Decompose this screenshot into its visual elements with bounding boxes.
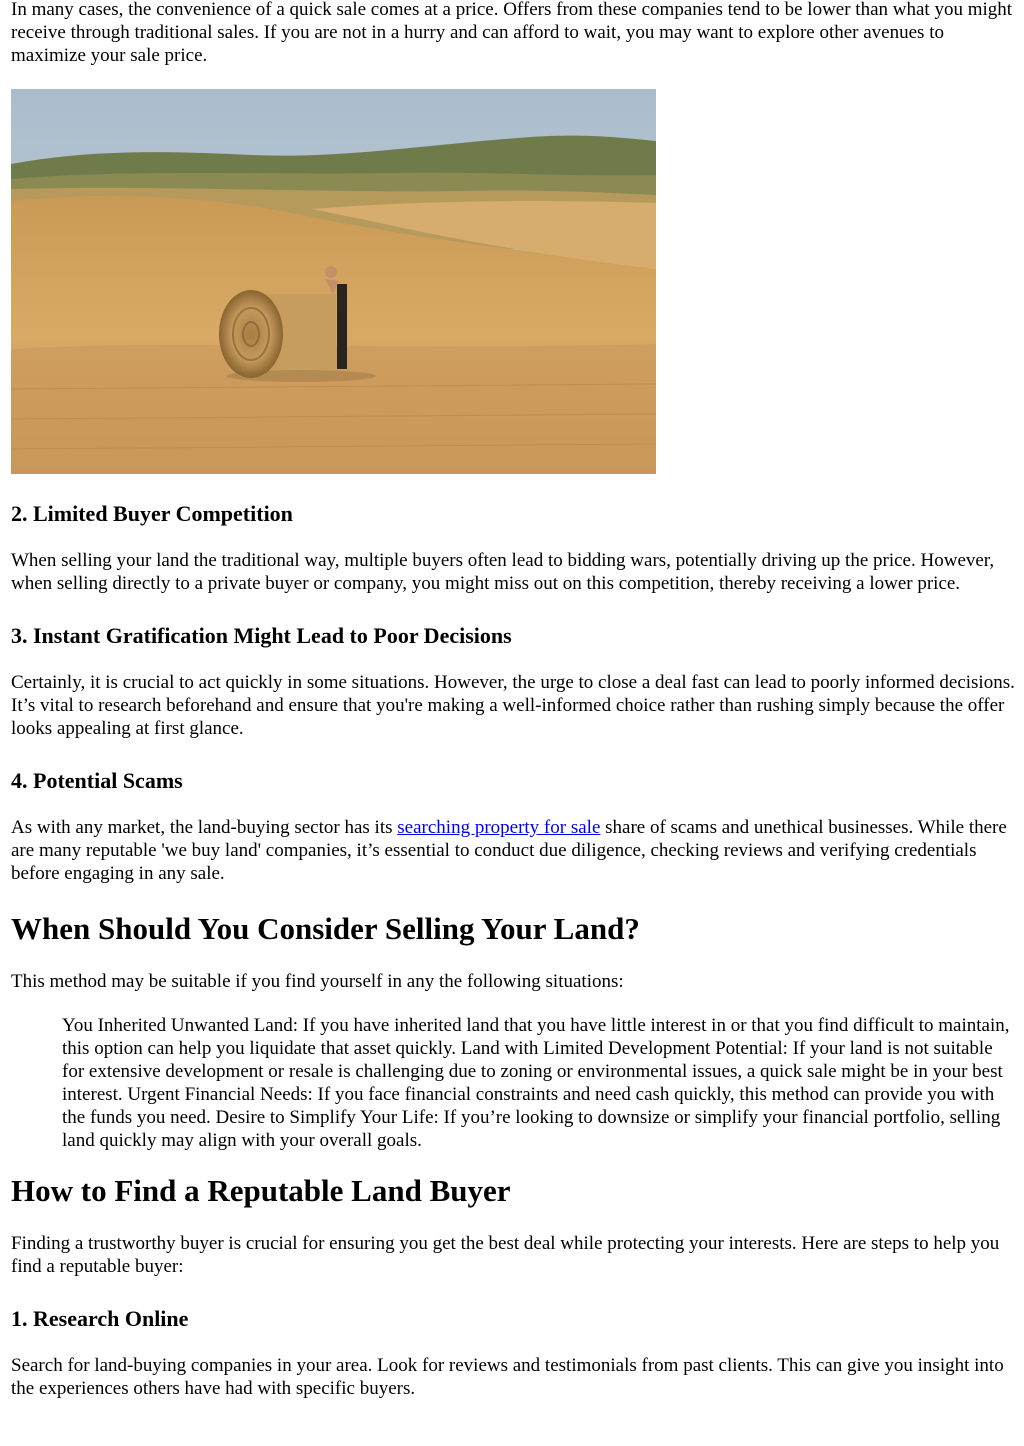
searching-property-link[interactable]: searching property for sale — [397, 817, 601, 838]
hay-field-photo — [11, 89, 656, 474]
scams-text-after: share of scams and unethical businesses. While there are many reputable 'we buy land' companies, it’s essential to conduct due diligence, checking reviews and verifying credentials before engaging in any sale. — [11, 817, 1007, 884]
heading-limited-buyer-competition: 2. Limited Buyer Competition — [11, 501, 293, 526]
intro-paragraph: In many cases, the convenience of a quick sale comes at a price. Offers from these companies tend to be lower than what you might receive through traditional sales. If you are not in a hurry and can afford to wait, you may want to explore other avenues to maximize your sale price. — [11, 0, 1013, 66]
heading-find-reputable-buyer: How to Find a Reputable Land Buyer — [11, 1173, 511, 1208]
paragraph-limited-buyer-competition: When selling your land the traditional way, multiple buyers often lead to bidding wars, potentially driving up the price. However, when selling directly to a private buyer or company, you might miss out on this competition, thereby receiving a lower price. — [11, 550, 995, 594]
paragraph-instant-gratification: Certainly, it is crucial to act quickly in some situations. However, the urge to close a deal fast can lead to poorly informed decisions. It’s vital to research beforehand and ensure that you're making a well-informed choice rather than rushing simply because the offer looks appealing at first glance. — [11, 672, 1015, 739]
heading-when-should-you-sell: When Should You Consider Selling Your Land? — [11, 911, 640, 946]
heading-research-online: 1. Research Online — [11, 1306, 189, 1331]
paragraph-when-should-you-sell: This method may be suitable if you find yourself in any the following situations: — [11, 971, 624, 992]
paragraph-potential-scams — [11, 816, 1016, 885]
situations-blockquote: You Inherited Unwanted Land: If you have inherited land that you have little interest in or that you find difficult to maintain, this option can help you liquidate that asset quickly. Land with Limited Development Potential: If your land is not suitable for extensive development or resale is challenging due to zoning or environmental issues, a quick sale might be in your best interest. Urgent Financial Needs: If you face financial constraints and need cash quickly, this method can provide you with the funds you need. Desire to Simplify Your Life: If you’re looking to downsize or simplify your financial portfolio, selling land quickly may align with your overall goals. — [62, 1015, 1010, 1151]
heading-instant-gratification: 3. Instant Gratification Might Lead to Poor Decisions — [11, 623, 512, 648]
scams-text-before: As with any market, the land-buying sector has its — [11, 817, 398, 838]
paragraph-research-online: Search for land-buying companies in your area. Look for reviews and testimonials from past clients. This can give you insight into the experiences others have had with specific buyers. — [11, 1355, 1004, 1399]
heading-potential-scams: 4. Potential Scams — [11, 768, 183, 793]
paragraph-find-reputable-buyer: Finding a trustworthy buyer is crucial for ensuring you get the best deal while protecting your interests. Here are steps to help you find a reputable buyer: — [11, 1233, 1000, 1277]
